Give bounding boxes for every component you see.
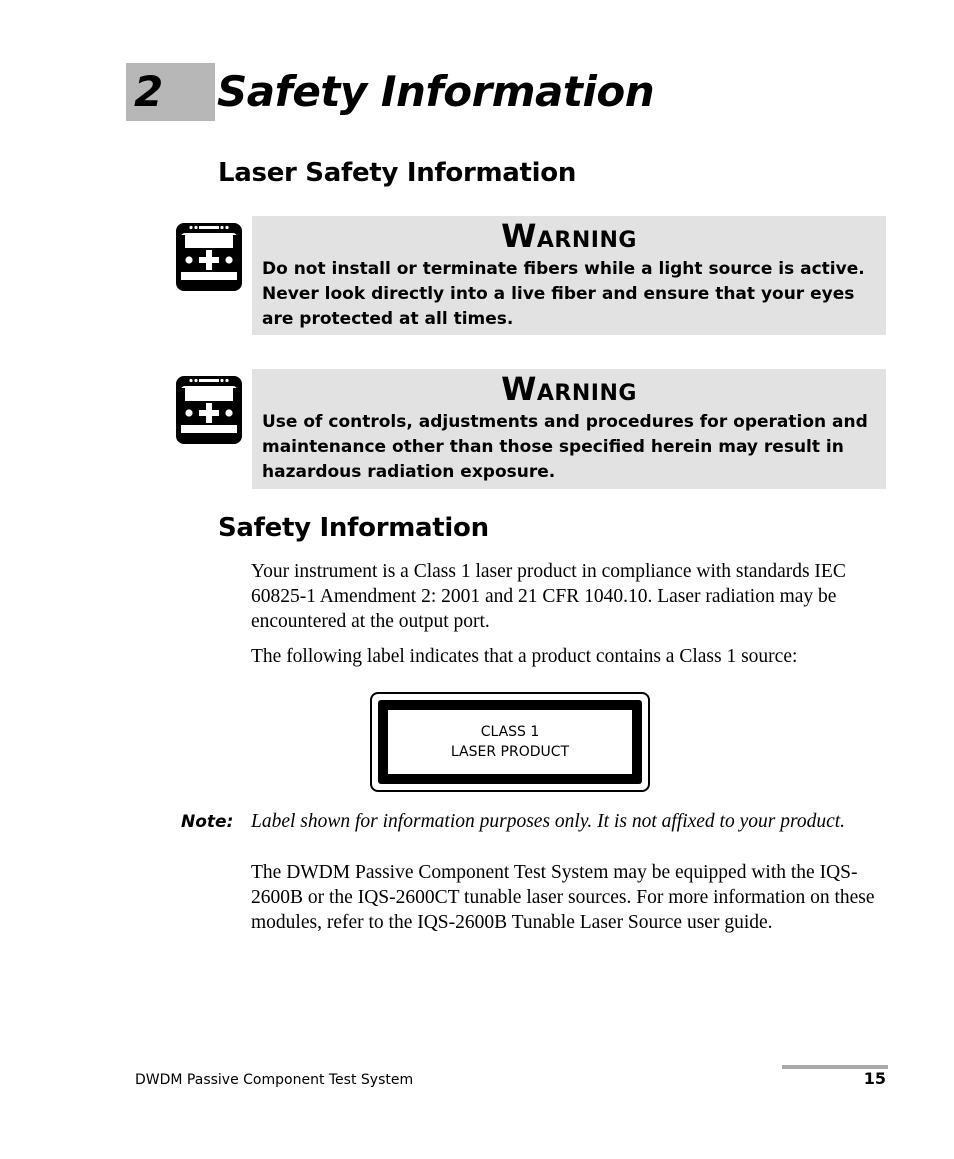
label-intro-paragraph: The following label indicates that a product contains a Class 1 source: [251,646,798,667]
note-label: Note: [181,812,234,832]
chapter-title: Safety Information [217,67,655,116]
footer-product-name: DWDM Passive Component Test System [135,1072,414,1088]
chapter-number: 2 [134,67,164,116]
note-text: Label shown for information purposes only. It is not affixed to your product. [251,811,846,832]
warning-text: Do not install or terminate fibers while a light source is active. Never look directly into a live fiber and ensure that your eyes are protected at all times. [262,259,865,329]
class1-compliance-paragraph: Your instrument is a Class 1 laser product in compliance with standards IEC 60825-1 Amendment 2: 2001 and 21 CFR 1040.10. Laser radiation may be encountered at the output port. [251,561,846,632]
warning-icon [175,375,243,445]
warning-box-1 [252,216,886,335]
label-line-1: CLASS 1 [480,724,540,740]
warning-icon [175,222,243,292]
safety-information-heading: Safety Information [218,513,489,543]
label-border [378,700,642,784]
page-number: 15 [863,1069,886,1088]
warning-title: Warning [501,217,637,255]
label-line-2: LASER PRODUCT [450,744,570,760]
class1-laser-label [370,692,650,792]
warning-text: Use of controls, adjustments and procedures for operation and maintenance other than those specified herein may result in hazardous radiation exposure. [262,412,868,482]
label-content [388,710,632,774]
warning-title: Warning [501,370,637,408]
warning-box-2 [252,369,886,489]
tunable-laser-paragraph: The DWDM Passive Component Test System may be equipped with the IQS-2600B or the IQS-2600CT tunable laser sources. For more information on these modules, refer to the IQS-2600B Tunable Laser Source user guide. [251,862,875,933]
laser-safety-heading: Laser Safety Information [218,158,577,188]
